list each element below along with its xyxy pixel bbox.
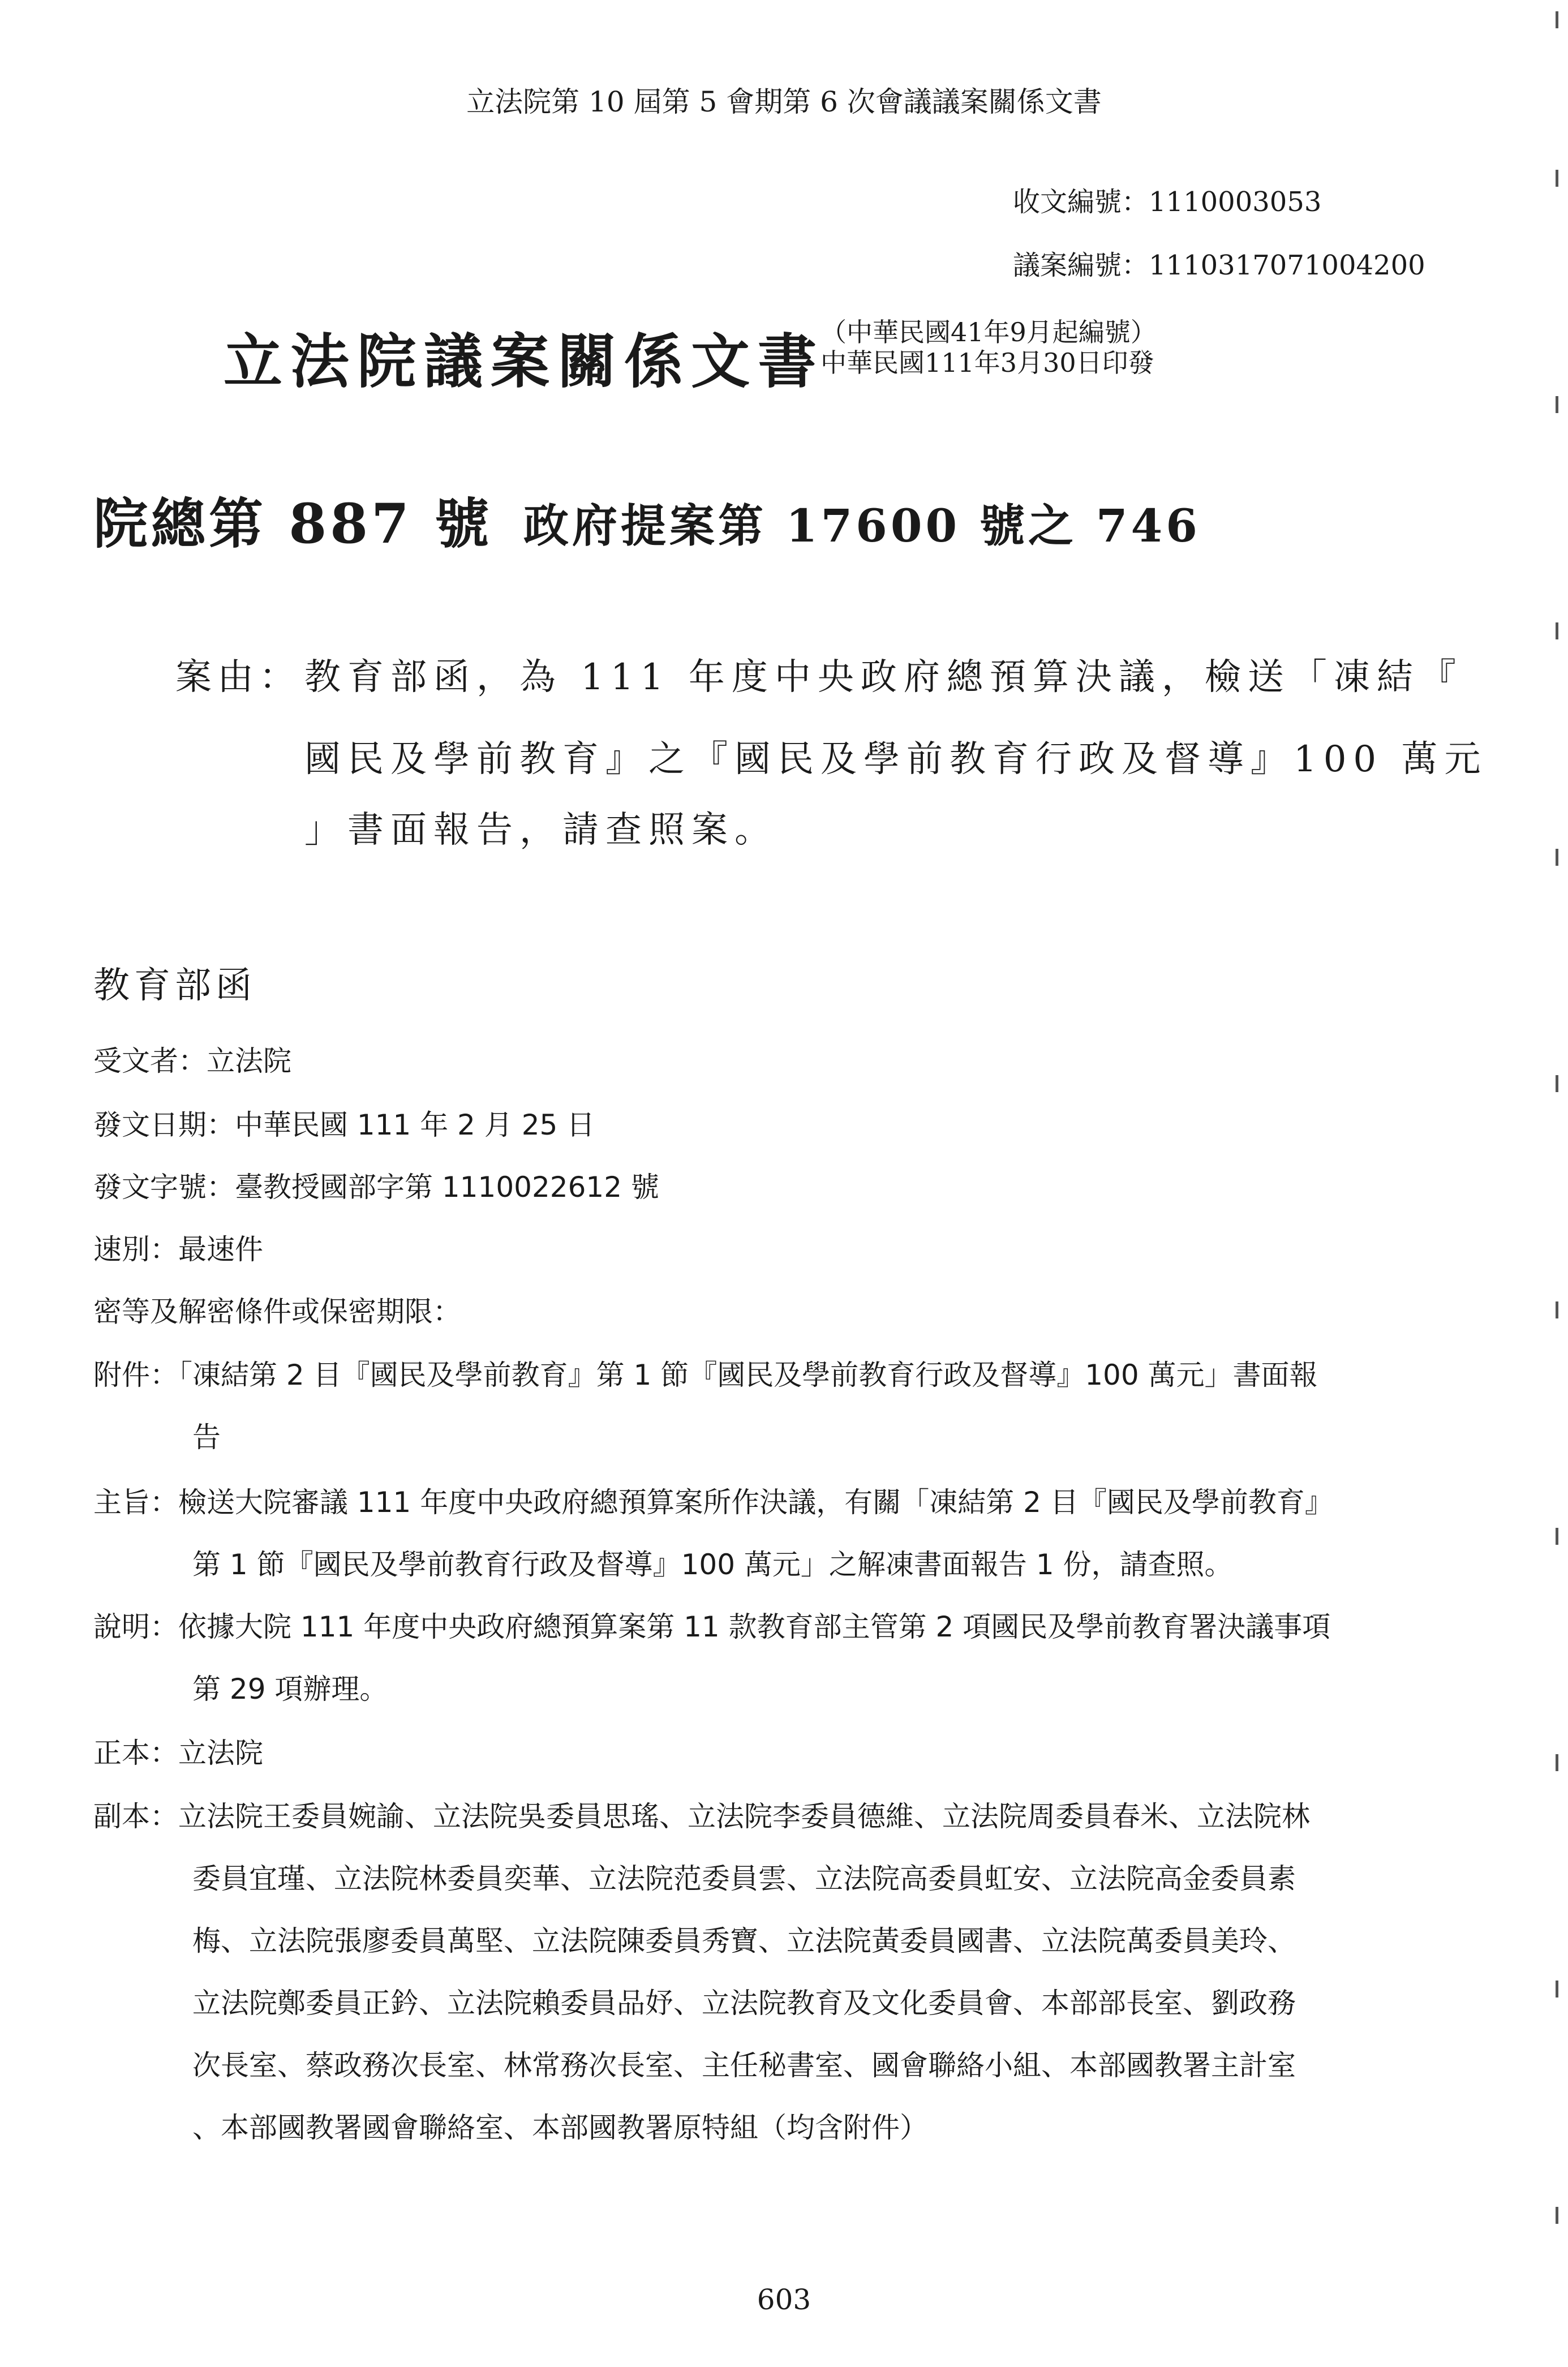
receipt-label: 收文編號： [1013, 186, 1149, 218]
explanation-field: 說明：依據大院 111 年度中央政府總預算案第 11 款教育部主管第 2 項國民及學前教育署決議事項 [93, 1610, 1331, 1643]
copies-field-cont: 、本部國教署國會聯絡室、本部國教署原特組（均含附件） [192, 2111, 928, 2144]
original-recipient-field: 正本：立法院 [93, 1737, 263, 1769]
receipt-number: 1110003053 [1149, 186, 1322, 218]
purpose-field-cont: 第 1 節『國民及學前教育行政及督導』100 萬元」之解凍書面報告 1 份，請查照。 [192, 1548, 1233, 1581]
bill-number-line [1013, 243, 1425, 282]
subject-line: 教育部函，為 111 年度中央政府總預算決議，檢送「凍結『 [304, 656, 1463, 698]
yuan-serial-number: 院總第 887 號 [93, 492, 493, 556]
session-header: 立法院第 10 屆第 5 會期第 6 次會議議案關係文書 [466, 85, 1102, 118]
secrecy-field: 密等及解密條件或保密期限： [93, 1295, 461, 1328]
print-date: 中華民國111年3月30日印發 [820, 347, 1154, 378]
copies-field-cont: 立法院鄭委員正鈐、立法院賴委員品妤、立法院教育及文化委員會、本部部長室、劉政務 [192, 1987, 1296, 2020]
recipient-field: 受文者：立法院 [93, 1045, 291, 1077]
subject-line: 」書面報告，請查照案。 [304, 809, 777, 851]
title-note [820, 317, 1157, 378]
document-title: 立法院議案關係文書 [224, 327, 825, 396]
speed-field: 速別：最速件 [93, 1233, 263, 1266]
receipt-number-line [1013, 180, 1321, 219]
purpose-field: 主旨：檢送大院審議 111 年度中央政府總預算案所作決議，有關「凍結第 2 目『國民及學前教育』 [93, 1486, 1333, 1519]
copies-field-cont: 次長室、蔡政務次長室、林常務次長室、主任秘書室、國會聯絡小組、本部國教署主計室 [192, 2049, 1296, 2082]
issue-date-field: 發文日期：中華民國 111 年 2 月 25 日 [93, 1109, 595, 1141]
copies-field: 副本：立法院王委員婉諭、立法院吳委員思瑤、立法院李委員德維、立法院周委員春米、立法院林 [93, 1800, 1310, 1833]
copies-field-cont: 委員宜瑾、立法院林委員奕華、立法院范委員雲、立法院高委員虹安、立法院高金委員素 [192, 1862, 1296, 1895]
bill-label: 議案編號： [1013, 250, 1149, 281]
page-number: 603 [757, 2283, 811, 2316]
letter-heading: 教育部函 [93, 965, 256, 1007]
bill-number: 1110317071004200 [1149, 250, 1425, 281]
subject-label: 案由： [175, 656, 301, 698]
attachment-field-cont: 告 [192, 1421, 221, 1454]
binding-edge-marks [1552, 0, 1565, 2367]
subject-line: 國民及學前教育』之『國民及學前教育行政及督導』100 萬元 [304, 738, 1488, 780]
reference-number-field: 發文字號：臺教授國部字第 1110022612 號 [93, 1171, 659, 1204]
gov-proposal-number: 政府提案第 17600 號之 746 [523, 499, 1201, 552]
numbering-note: （中華民國41年9月起編號） [820, 317, 1157, 347]
copies-field-cont: 梅、立法院張廖委員萬堅、立法院陳委員秀寶、立法院黃委員國書、立法院萬委員美玲、 [192, 1924, 1296, 1957]
attachment-field: 附件：「凍結第 2 目『國民及學前教育』第 1 節『國民及學前教育行政及督導』100 萬元」書面報 [93, 1359, 1318, 1391]
explanation-field-cont: 第 29 項辦理。 [192, 1673, 388, 1706]
